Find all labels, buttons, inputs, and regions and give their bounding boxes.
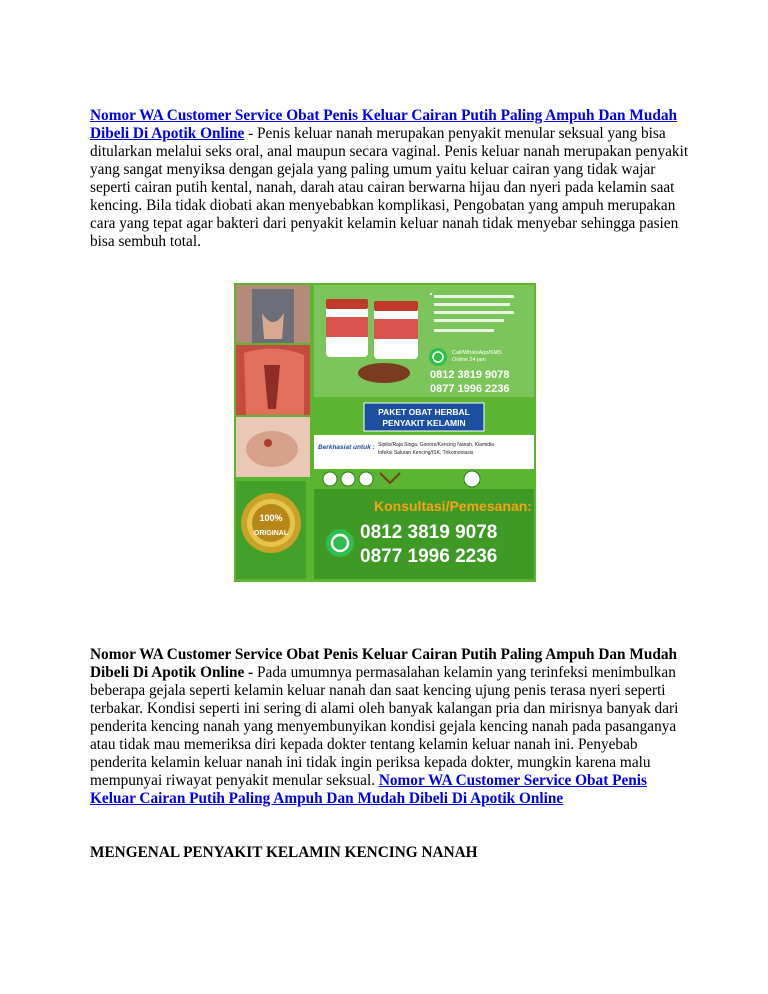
section-heading: MENGENAL PENYAKIT KELAMIN KENCING NANAH	[90, 844, 478, 861]
phone-2: 0877 1996 2236	[360, 546, 498, 567]
section2-link[interactable]: Nomor WA Customer Service Obat Penis Keluar Cairan Putih Paling Ampuh Dan Mudah Dibeli Di Apotik Online	[90, 772, 647, 808]
bottle-2	[374, 301, 418, 359]
phone-1: 0812 3819 9078	[360, 522, 498, 543]
photo-panel-1	[236, 285, 310, 343]
berkhasiat-line-2: Infeksi Saluran Kencing/ISK, Trikomoniasis	[378, 450, 474, 456]
intro-link[interactable]: Nomor WA Customer Service Obat Penis Keluar Cairan Putih Paling Ampuh Dan Mudah Dibeli Di Apotik Online	[90, 107, 677, 143]
section2-body: Pada umumnya permasalahan kelamin yang terinfeksi menimbulkan beberapa gejala seperti kelamin keluar nanah dan saat kencing ujung penis terasa nyeri seperti terbakar. Kondisi seperti ini sering di alami oleh banyak kalangan pria dan mirisnya banyak dari penderita kencing nanah yang menyembunyikan kondisi gejala kencing nanah pada pasanganya atau tidak mau memeriksa diri kepada dokter tentang kelamin keluar nanah ini. Penyebab penderita kelamin keluar nanah ini tidak ingin periksa kepada dokter, mungkin karena malu mempunyai riwayat penyakit menular seksual.	[90, 664, 679, 790]
berkhasiat-line-1: Sipilis/Raja Singa, Gonore/Kencing Nanah, Klamidia	[378, 442, 494, 448]
top-phone-1: 0812 3819 9078	[430, 369, 510, 381]
top-phone-2: 0877 1996 2236	[430, 383, 510, 395]
call-label-2: Online 24 jam	[452, 357, 486, 363]
section2-paragraph	[90, 646, 690, 808]
whatsapp-icon	[326, 529, 354, 557]
intro-body: - Penis keluar nanah merupakan penyakit menular seksual yang bisa ditularkan melalui seks oral, anal maupun secara vaginal. Penis keluar nanah merupakan penyakit yang sangat menyiksa dengan gejala yang paling umum yaitu keluar cairan yang tidak wajar seperti cairan putih kental, nanah, darah atau cairan berwarna hijau dan nyeri pada kelamin saat kencing. Bila tidak diobati akan menyebabkan komplikasi, Pengobatan yang ampuh merupakan cara yang tepat agar bakteri dari penyakit kelamin keluar nanah tidak menyebar sehingga pasien bisa sembuh total.	[90, 125, 689, 251]
banner-line-2: PENYAKIT KELAMIN	[382, 418, 466, 428]
photo-panel-3	[236, 417, 310, 477]
product-banner	[364, 403, 484, 431]
intro-paragraph	[90, 107, 690, 251]
whatsapp-icon-small	[429, 348, 447, 366]
product-image	[234, 283, 536, 582]
badge-bottom-text: ORIGINAL	[253, 530, 289, 537]
banner-line-1: PAKET OBAT HERBAL	[378, 407, 470, 417]
bottle-1	[326, 299, 368, 357]
badge-top-text: 100%	[259, 513, 283, 523]
section2-title: Nomor WA Customer Service Obat Penis Keluar Cairan Putih Paling Ampuh Dan Mudah Dibeli Di Apotik Online -	[90, 646, 677, 682]
konsultasi-box	[314, 489, 534, 579]
call-label-1: Call/WhatsApp/SMS	[452, 350, 502, 356]
konsultasi-label: Konsultasi/Pemesanan:	[374, 498, 532, 514]
berkhasiat-label: Berkhasiat untuk :	[318, 444, 375, 451]
badge-panel	[236, 481, 306, 579]
photo-panel-2	[236, 345, 310, 415]
